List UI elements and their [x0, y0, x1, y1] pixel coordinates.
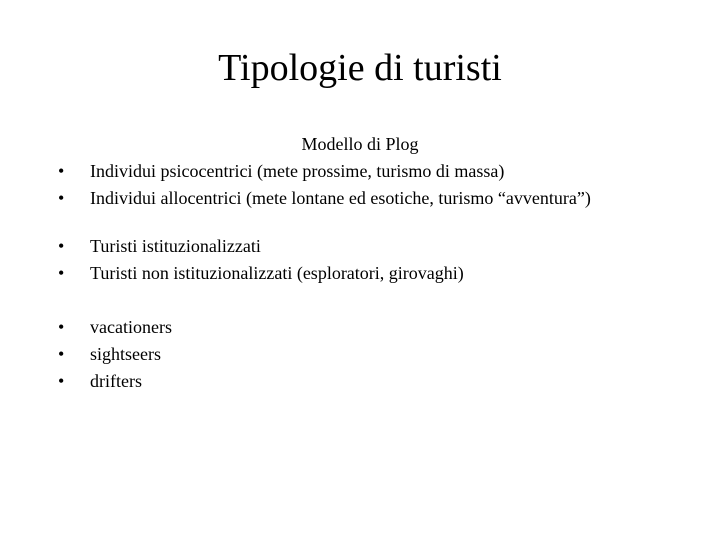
bullet-list-institutional: [56, 233, 696, 287]
list-item-text: Individui allocentrici (mete lontane ed esotiche, turismo “avventura”): [90, 188, 591, 208]
bullet-icon: •: [58, 161, 65, 181]
bullet-list-traveler-types: [56, 314, 696, 395]
list-item: [56, 341, 696, 368]
bullet-icon: •: [58, 263, 65, 283]
list-item: [56, 314, 696, 341]
list-item-text: drifters: [90, 371, 142, 391]
bullet-icon: •: [58, 344, 65, 364]
list-item: [56, 185, 696, 212]
list-item: [56, 260, 696, 287]
list-item-text: sightseers: [90, 344, 161, 364]
list-item: [56, 158, 696, 185]
bullet-icon: •: [58, 371, 65, 391]
list-item: [56, 233, 696, 260]
slide-title: Tipologie di turisti: [218, 47, 502, 89]
bullet-icon: •: [58, 188, 65, 208]
list-item-text: Turisti non istituzionalizzati (esploratori, girovaghi): [90, 263, 464, 283]
bullet-list-plog: [56, 158, 696, 212]
list-item-text: Individui psicocentrici (mete prossime, turismo di massa): [90, 161, 505, 181]
slide-subtitle: Modello di Plog: [301, 134, 419, 154]
list-item-text: Turisti istituzionalizzati: [90, 236, 261, 256]
list-item-text: vacationers: [90, 317, 172, 337]
list-item: [56, 368, 696, 395]
bullet-icon: •: [58, 236, 65, 256]
bullet-icon: •: [58, 317, 65, 337]
